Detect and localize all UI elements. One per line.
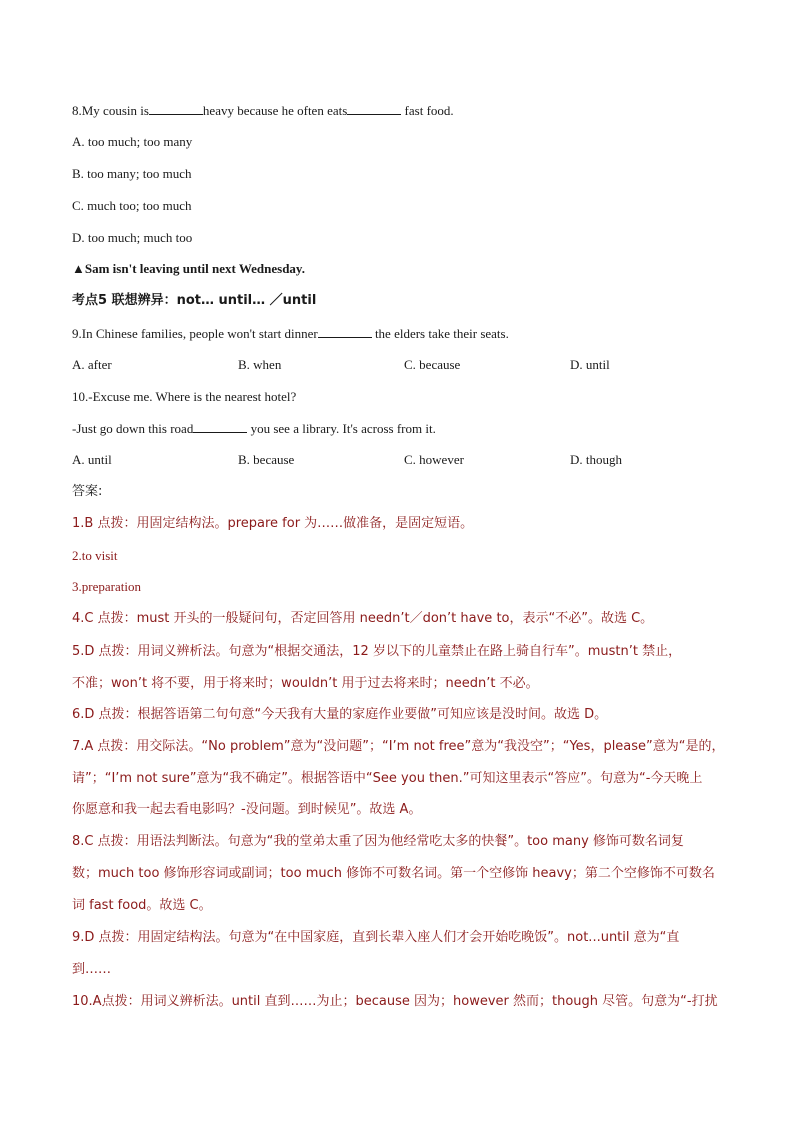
q10-option-b: B. because — [238, 452, 295, 467]
q9-option-b: B. when — [238, 357, 282, 372]
q9-option-d: D. until — [570, 357, 610, 372]
answer-line: 9.D 点拨：用固定结构法。句意为“在中国家庭，直到长辈入座人们才会开始吃晚饭”。not...until 意为“直 — [72, 930, 680, 945]
example-sentence: ▲Sam isn't leaving until next Wednesday. — [72, 261, 305, 276]
q10-text-end: you see a library. It's across from it. — [247, 421, 436, 436]
q9-text-end: the elders take their seats. — [371, 326, 509, 341]
answer-line: 10.A点拨：用词义辨析法。until 直到……为止；because 因为；however 然而；though 尽管。句意为“-打扰 — [72, 994, 718, 1009]
q8-text-mid: heavy because he often eats — [202, 103, 348, 118]
q8-text-end: fast food. — [404, 103, 454, 118]
q8-blank-2 — [347, 102, 401, 115]
q10-text-start: -Just go down this road — [72, 421, 194, 436]
q9-option-a: A. after — [72, 357, 112, 372]
q8-blank-1 — [149, 102, 203, 115]
q10-option-d: D. though — [570, 452, 622, 467]
q8-option-a: A. too much; too many — [72, 134, 193, 149]
question-8 — [72, 102, 454, 119]
q9-text-start: 9.In Chinese families, people won't start dinner — [72, 326, 318, 341]
answer-line: 1.B 点拨：用固定结构法。prepare for 为……做准备，是固定短语。 — [72, 516, 474, 531]
q10-line-2 — [72, 420, 436, 437]
answer-line: 你愿意和我一起去看电影吗？-没问题。到时候见”。故选 A。 — [72, 802, 422, 817]
q10-line-1: 10.-Excuse me. Where is the nearest hotel? — [72, 389, 297, 404]
answer-line: 4.C 点拨：must 开头的一般疑问句，否定回答用 needn’t／don’t have to，表示“不必”。故选 C。 — [72, 611, 654, 626]
answer-line: 请”；“I’m not sure”意为“我不确定”。根据答语中“See you then.”可知这里表示“答应”。句意为“-今天晚上 — [72, 771, 703, 786]
answers-label: 答案: — [72, 484, 103, 499]
q8-option-c: C. much too; too much — [72, 198, 192, 213]
answer-line: 5.D 点拨：用词义辨析法。句意为“根据交通法，12 岁以下的儿童禁止在路上骑自行车”。mustn’t 禁止， — [72, 644, 682, 659]
q9-blank — [318, 325, 372, 338]
answer-line: 到…… — [72, 962, 112, 977]
answer-line: 数；much too 修饰形容词或副词；too much 修饰不可数名词。第一个空修饰 heavy；第二个空修饰不可数名 — [72, 866, 715, 881]
answer-line: 8.C 点拨：用语法判断法。句意为“我的堂弟太重了因为他经常吃太多的快餐”。too many 修饰可数名词复 — [72, 834, 684, 849]
q8-option-d: D. too much; much too — [72, 230, 193, 245]
answer-line: 词 fast food。故选 C。 — [72, 898, 212, 913]
q10-blank — [193, 420, 247, 433]
q8-text-start: 8.My cousin is — [72, 103, 149, 118]
answer-line: 不准；won’t 将不要，用于将来时；wouldn’t 用于过去将来时；needn’t 不必。 — [72, 676, 539, 691]
q10-option-c: C. however — [404, 452, 464, 467]
q10-option-a: A. until — [72, 452, 112, 467]
q9-option-c: C. because — [404, 357, 461, 372]
answer-line: 7.A 点拨：用交际法。“No problem”意为“没问题”；“I’m not free”意为“我没空”；“Yes，please”意为“是的， — [72, 739, 725, 754]
answer-line: 2.to visit — [72, 548, 118, 563]
question-9 — [72, 325, 509, 342]
section-title: 考点5 联想辨异：not… until… ／until — [72, 293, 317, 308]
answer-line: 3.preparation — [72, 579, 141, 594]
answer-line: 6.D 点拨：根据答语第二句句意“今天我有大量的家庭作业要做”可知应该是没时间。故选 D。 — [72, 707, 608, 722]
q8-option-b: B. too many; too much — [72, 166, 192, 181]
